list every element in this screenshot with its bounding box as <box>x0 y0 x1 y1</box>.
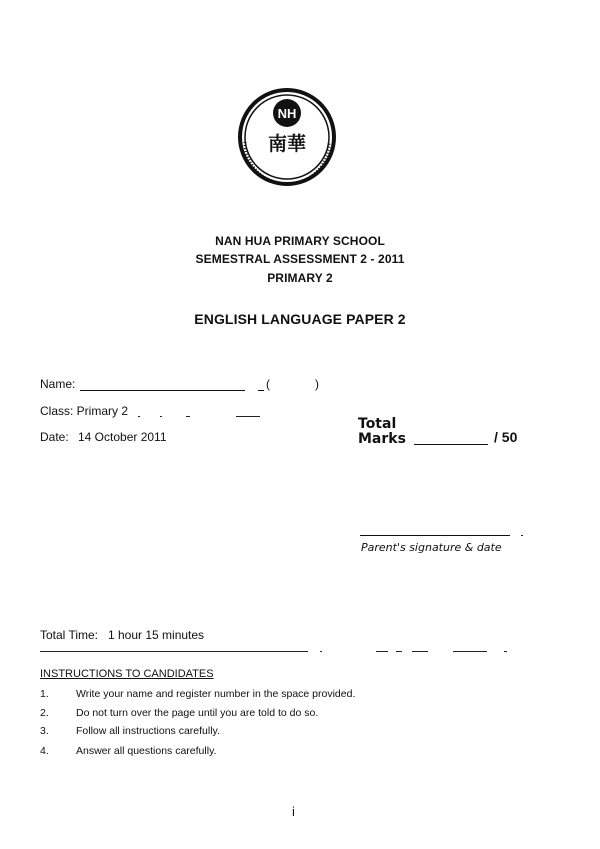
level-title: PRIMARY 2 <box>267 271 333 285</box>
section-divider <box>40 651 520 655</box>
time-value: 1 hour 15 minutes <box>108 628 205 642</box>
class-label: Class: Primary 2 <box>40 404 129 418</box>
instruction-number: 1. <box>40 688 49 700</box>
signature-line-tail <box>521 535 523 536</box>
paper-title: ENGLISH LANGUAGE PAPER 2 <box>194 311 406 327</box>
page-number: i <box>292 804 295 819</box>
name-label: Name: <box>40 377 76 391</box>
marks-field[interactable] <box>414 444 488 445</box>
instruction-item <box>40 707 540 721</box>
register-open-paren: ( <box>266 377 270 391</box>
svg-text:南華: 南華 <box>267 133 307 155</box>
class-field[interactable] <box>138 404 263 418</box>
register-close-paren: ) <box>315 377 319 391</box>
instruction-text: Do not turn over the page until you are told to do so. <box>76 707 319 719</box>
instruction-item <box>40 688 540 702</box>
name-field-tail <box>258 379 264 391</box>
instruction-number: 2. <box>40 707 49 719</box>
svg-text:NH: NH <box>277 106 297 121</box>
assessment-title: SEMESTRAL ASSESSMENT 2 - 2011 <box>195 252 405 266</box>
instruction-item <box>40 725 540 739</box>
name-field[interactable] <box>80 379 245 391</box>
total-label: Total <box>358 416 397 432</box>
instruction-text: Answer all questions carefully. <box>76 745 217 757</box>
time-label: Total Time: <box>40 628 99 642</box>
signature-label: Parent's signature & date <box>361 541 502 554</box>
marks-label: Marks <box>358 431 406 447</box>
instruction-number: 4. <box>40 745 49 757</box>
instruction-number: 3. <box>40 725 49 737</box>
date-value: 14 October 2011 <box>78 430 167 444</box>
instruction-text: Write your name and register number in the space provided. <box>76 688 356 700</box>
date-label: Date: <box>40 430 69 444</box>
signature-line[interactable] <box>360 535 510 536</box>
register-number-field[interactable] <box>276 376 312 390</box>
instructions-title: INSTRUCTIONS TO CANDIDATES <box>40 668 214 680</box>
marks-out-of: / 50 <box>494 429 518 445</box>
instruction-item <box>40 745 540 759</box>
instruction-text: Follow all instructions carefully. <box>76 725 220 737</box>
school-name: NAN HUA PRIMARY SCHOOL <box>215 234 385 248</box>
school-logo <box>237 87 337 187</box>
